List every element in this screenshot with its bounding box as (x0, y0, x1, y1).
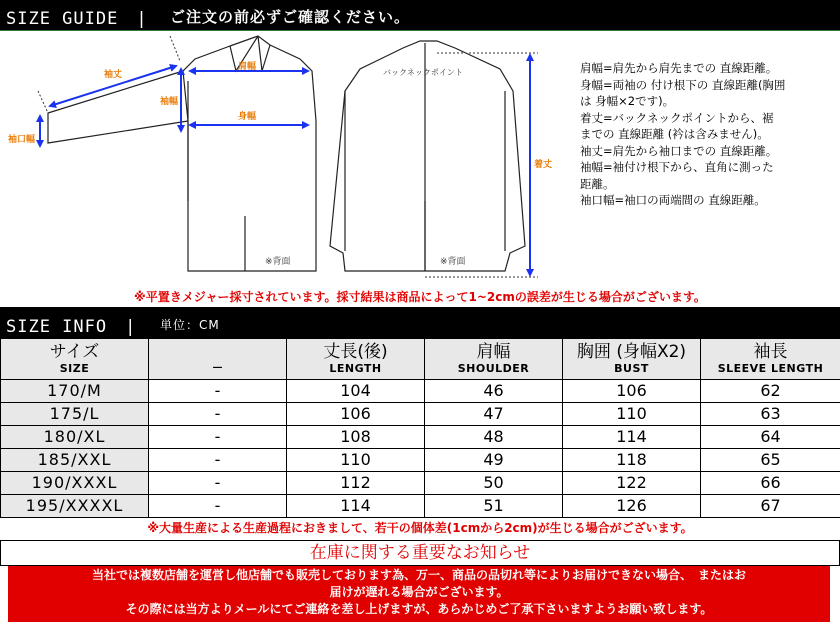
column-header-size: サイズ SIZE (1, 339, 149, 380)
sleeve-cell: 63 (701, 403, 840, 426)
column-header-sleeve: 袖長 SLEEVE LENGTH (701, 339, 840, 380)
measurement-warning: ※平置きメジャー採寸されています。採寸結果は商品によって1~2cmの誤差が生じる場合がございます。 (134, 290, 706, 304)
description-line: 肩幅=肩先から肩先までの 直線距離。 (580, 61, 778, 75)
measurement-descriptions (580, 60, 830, 209)
production-warning: ※大量生産による生産過程におきまして、若干の個体差(1cmから2cm)が生じる場合がございます。 (147, 521, 693, 535)
notice-line: 当社では複数店舗を運営し他店舗でも販売しております為、万一、商品の品切れ等によりお届けできない場合、 またはお (91, 568, 746, 582)
bust-cell: 126 (563, 495, 701, 518)
length-cell: 108 (287, 426, 425, 449)
size-cell: 175/L (1, 403, 149, 426)
size-cell: 185/XXL (1, 449, 149, 472)
description-line: 距離。 (580, 176, 615, 191)
chest-label: 身幅 (238, 112, 257, 122)
description-line: 袖口幅=袖口の両端間の 直線距離。 (580, 193, 766, 207)
shoulder-cell: 51 (425, 495, 563, 518)
sleeve-cell: 62 (701, 380, 840, 403)
description-line: 袖丈=肩先から袖口までの 直線距離。 (580, 143, 778, 158)
size-cell: 190/XXXL (1, 472, 149, 495)
notice-title: 在庫に関する重要なお知らせ (0, 540, 840, 566)
size-guide-message: ご注文の前必ずご確認ください。 (170, 8, 411, 26)
size-info-title: SIZE INFO | (6, 317, 137, 337)
back-neck-point-label: バックネックポイント (383, 68, 463, 77)
table-row (1, 380, 840, 403)
column-header-bust: 胸囲 (身幅X2) BUST (563, 339, 701, 380)
size-cell: 195/XXXXL (1, 495, 149, 518)
shoulder-label: 肩幅 (238, 62, 257, 72)
notice-line: 届けが遅れる場合がございます。 (329, 585, 509, 599)
description-line: までの 直線距離 (衿は含みません)。 (580, 127, 769, 141)
size-table (0, 338, 840, 518)
bust-cell: 114 (563, 426, 701, 449)
bust-cell: 106 (563, 380, 701, 403)
description-line: は 身幅×2です)。 (580, 94, 675, 108)
dash-cell: - (149, 426, 287, 449)
dash-cell: - (149, 449, 287, 472)
column-header-blank: _ (149, 339, 287, 380)
length-cell: 114 (287, 495, 425, 518)
length-cell: 112 (287, 472, 425, 495)
length-label: 着丈 (534, 160, 553, 170)
unit-label: 単位：CM (160, 318, 220, 332)
table-row (1, 449, 840, 472)
table-row (1, 426, 840, 449)
dash-cell: - (149, 403, 287, 426)
sleeve-cell: 67 (701, 495, 840, 518)
table-header-row (1, 339, 840, 380)
size-guide-title: SIZE GUIDE | (6, 9, 148, 29)
description-line: 袖幅=袖付け根下から、直角に測った (580, 160, 774, 174)
size-cell: 170/M (1, 380, 149, 403)
shoulder-cell: 47 (425, 403, 563, 426)
back-label-back: ※背面 (440, 257, 466, 267)
bust-cell: 118 (563, 449, 701, 472)
table-row (1, 472, 840, 495)
shoulder-cell: 49 (425, 449, 563, 472)
sleeve-cell: 66 (701, 472, 840, 495)
sleeve-length-label: 袖丈 (104, 70, 123, 80)
bust-cell: 122 (563, 472, 701, 495)
size-cell: 180/XL (1, 426, 149, 449)
size-info-header (0, 307, 840, 338)
bust-cell: 110 (563, 403, 701, 426)
notice-line: その際には当方よりメールにてご連絡を差し上げますが、あらかじめご了承下さいますようお願い致します。 (125, 602, 713, 616)
dash-cell: - (149, 380, 287, 403)
length-cell: 104 (287, 380, 425, 403)
column-header-length: 丈長(後) LENGTH (287, 339, 425, 380)
table-row (1, 403, 840, 426)
cuff-width-label: 袖口幅 (8, 135, 36, 145)
length-cell: 110 (287, 449, 425, 472)
shoulder-cell: 48 (425, 426, 563, 449)
dash-cell: - (149, 495, 287, 518)
shoulder-cell: 46 (425, 380, 563, 403)
sleeve-cell: 65 (701, 449, 840, 472)
description-line: 身幅=両袖の 付け根下の 直線距離(胸囲 (580, 77, 786, 92)
dash-cell: - (149, 472, 287, 495)
notice-body (8, 566, 830, 622)
armhole-label: 袖幅 (160, 97, 179, 107)
table-row (1, 495, 840, 518)
shoulder-cell: 50 (425, 472, 563, 495)
length-cell: 106 (287, 403, 425, 426)
back-label-front: ※背面 (265, 257, 291, 267)
column-header-shoulder: 肩幅 SHOULDER (425, 339, 563, 380)
size-guide-header (0, 0, 840, 30)
description-line: 着丈=バックネックポイントから、裾 (580, 110, 774, 125)
sleeve-cell: 64 (701, 426, 840, 449)
